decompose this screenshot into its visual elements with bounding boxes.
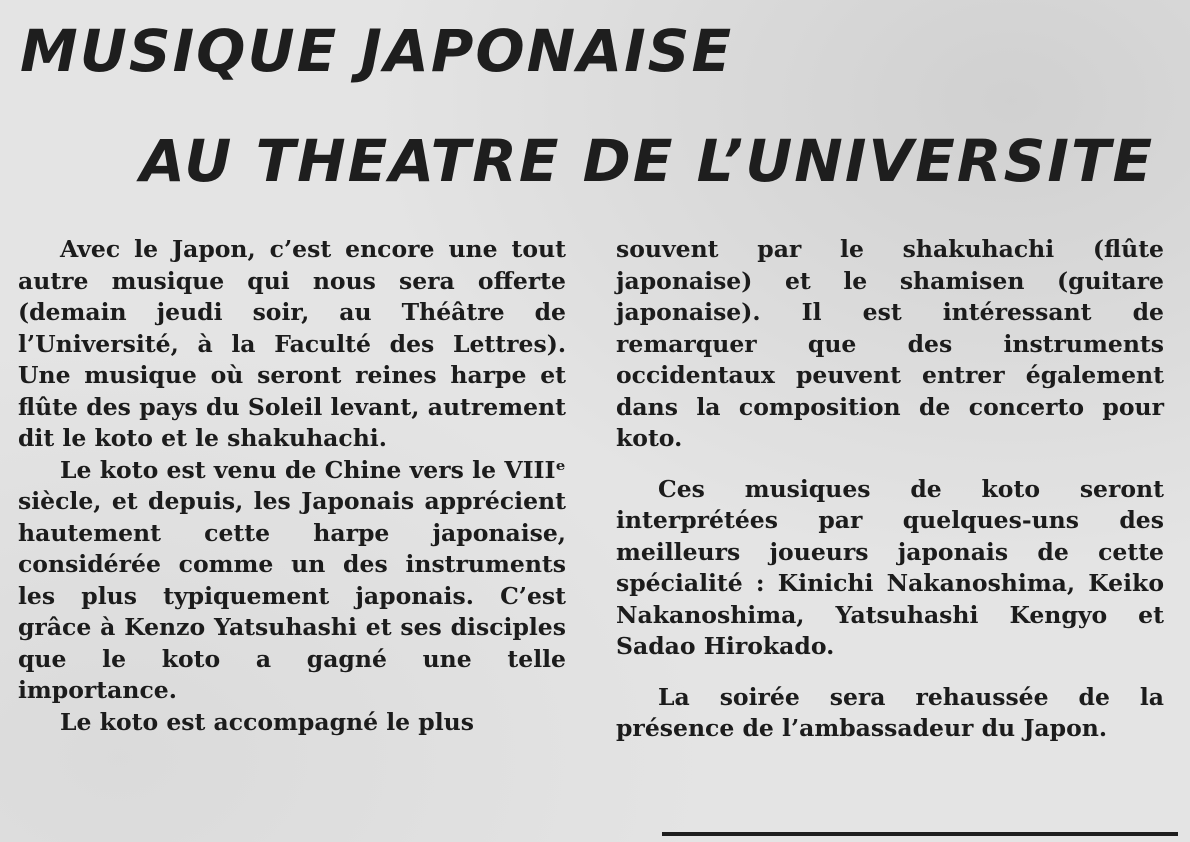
- paragraph-accompaniment-continued: souvent par le shakuhachi (flûte japonaise) et le shamisen (guitare japonaise). Il est intéressant de remarquer que des instruments occidentaux peuvent entrer également dans la composition de concerto pour koto.: [616, 235, 1164, 452]
- paragraph-performers: Ces musiques de koto seront interprétées par quelques-uns des meilleurs joueurs japonais de cette spécialité : Kinichi Nakanoshima, Keiko Nakanoshima, Yatsuhashi Kengyo et Sadao Hirokado.: [616, 474, 1164, 660]
- paragraph-intro: Avec le Japon, c’est encore une tout autre musique qui nous sera offerte (demain jeudi soir, au Théâtre de l’Université, à la Faculté des Lettres). Une musique où seront reines harpe et flûte des pays du Soleil levant, autrement dit le koto et le shakuhachi.: [18, 235, 566, 452]
- paragraph-koto-history: Le koto est venu de Chine vers le VIIIᵉ siècle, et depuis, les Japonais apprécient hautement cette harpe japonaise, considérée comme un des instruments les plus typiquement japonais. C’est grâce à Kenzo Yatsuhashi et ses disciples que le koto a gagné une telle importance.: [18, 455, 566, 704]
- column-end-rule: [662, 832, 1178, 836]
- headline-line-2: AU THEATRE DE L’UNIVERSITE: [140, 127, 1155, 195]
- right-column: [616, 234, 1164, 745]
- headline-line-1: MUSIQUE JAPONAISE: [20, 17, 734, 85]
- paragraph-accompaniment-start: Le koto est accompagné le plus: [60, 707, 474, 736]
- left-column: [18, 234, 566, 738]
- paragraph-ambassador: La soirée sera rehaussée de la présence de l’ambassadeur du Japon.: [616, 682, 1164, 742]
